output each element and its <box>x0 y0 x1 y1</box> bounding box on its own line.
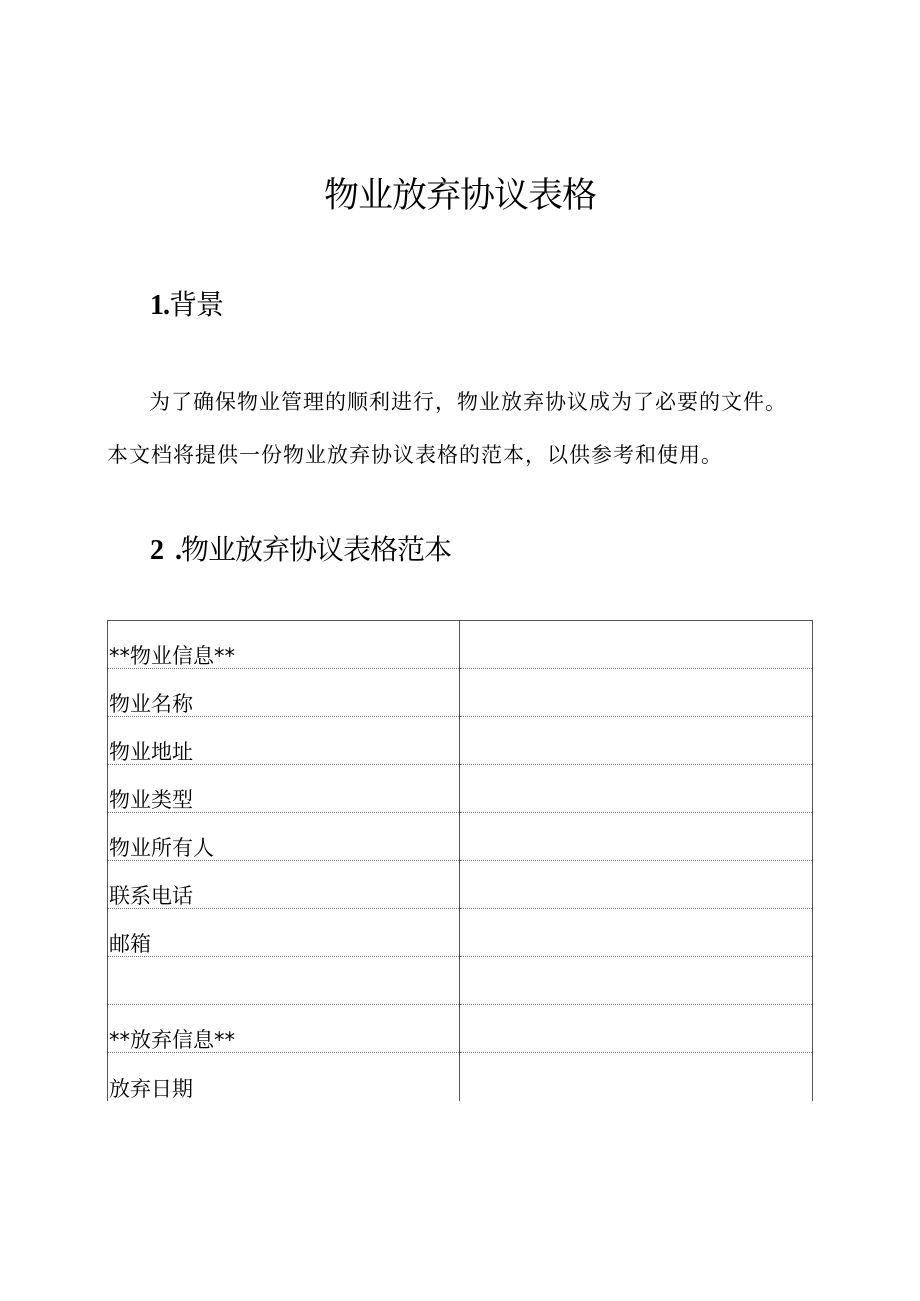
row-label: 物业类型 <box>108 765 460 813</box>
table-row <box>108 765 813 813</box>
section-title: 背景 <box>169 288 224 321</box>
table-row <box>108 909 813 957</box>
row-label <box>108 957 460 1005</box>
waiver-form-table <box>107 620 813 1101</box>
section-number: 1. <box>150 290 169 321</box>
table-row <box>108 1053 813 1101</box>
table-row <box>108 957 813 1005</box>
row-label: 联系电话 <box>108 861 460 909</box>
row-label: 邮箱 <box>108 909 460 957</box>
row-label: 物业地址 <box>108 717 460 765</box>
table-row <box>108 861 813 909</box>
row-value-field[interactable] <box>460 621 813 669</box>
section-heading-template <box>150 530 451 571</box>
row-label: 物业所有人 <box>108 813 460 861</box>
table-row <box>108 669 813 717</box>
table-row <box>108 717 813 765</box>
row-value-field[interactable] <box>460 717 813 765</box>
row-value-field[interactable] <box>460 861 813 909</box>
background-paragraph <box>107 376 807 482</box>
table-row <box>108 621 813 669</box>
row-label: 物业名称 <box>108 669 460 717</box>
table-row <box>108 813 813 861</box>
row-label: **物业信息** <box>108 621 460 669</box>
row-label: 放弃日期 <box>108 1053 460 1101</box>
section-heading-background <box>150 285 223 326</box>
row-value-field[interactable] <box>460 909 813 957</box>
row-value-field[interactable] <box>460 1053 813 1101</box>
row-value-field[interactable] <box>460 669 813 717</box>
row-value-field[interactable] <box>460 1005 813 1053</box>
document-title: 物业放弃协议表格 <box>323 176 596 216</box>
row-value-field[interactable] <box>460 765 813 813</box>
section-title: 物业放弃协议表格范本 <box>181 533 452 566</box>
paragraph-text: 为了确保物业管理的顺利进行，物业放弃协议成为了必要的文件。本文档将提供一份物业放弃协议表格的范本，以供参考和使用。 <box>107 390 787 467</box>
row-label: **放弃信息** <box>108 1005 460 1053</box>
row-value-field[interactable] <box>460 813 813 861</box>
section-number: 2 . <box>150 535 181 566</box>
table-row <box>108 1005 813 1053</box>
row-value-field[interactable] <box>460 957 813 1005</box>
